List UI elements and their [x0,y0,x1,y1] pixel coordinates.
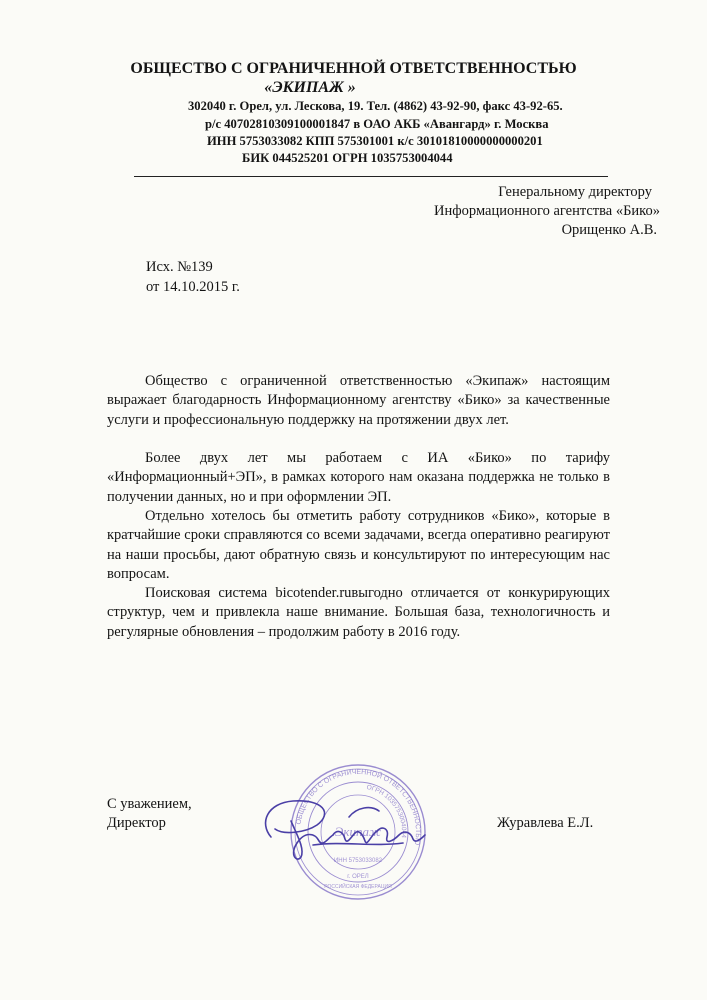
handwritten-signature [253,795,433,865]
body-paragraph-search-system: Поисковая система bicotender.ruвыгодно отличается от конкурирующих структур, чем и привлекла наше внимание. Большая база, технологичность и регулярные обновления – продолжим работу в 2016 году. [107,585,610,640]
body-paragraph-gratitude: Общество с ограниченной ответственностью «Экипаж» настоящим выражает благодарность Информационному агентству «Бико» за качественные услуги и профессиональную поддержку на протяжении двух лет. [107,373,610,428]
stamp-country-text: РОССИЙСКАЯ ФЕДЕРАЦИЯ [324,884,392,890]
signer-name: Журавлева Е.Л. [497,815,594,831]
stamp-center-text: Экипаж [334,824,382,839]
company-title: ОБЩЕСТВО С ОГРАНИЧЕННОЙ ОТВЕТСТВЕННОСТЬЮ [130,60,577,77]
stamp-outer-text: ОБЩЕСТВО С ОГРАНИЧЕННОЙ ОТВЕТСТВЕННОСТЬЮ [295,768,422,846]
outgoing-number: Исх. №139 [146,259,213,275]
signer-position: Директор [107,815,166,831]
closing-regards: С уважением, [107,796,192,812]
addressee-position: Генеральному директору [498,184,652,200]
inn-kpp: ИНН 5753033082 КПП 575301001 к/с 30101810000000000201 [207,134,543,148]
stamp-inner-text: ОГРН 1035753004044 [365,783,408,839]
stamp-inn-text: ИНН 5753033082 [333,858,383,864]
body-paragraph-staff: Отдельно хотелось бы отметить работу сотрудников «Бико», которые в кратчайшие сроки справляются со всеми задачами, всегда оперативно реагируют на наши просьбы, дают обратную связь и консультируют по интересующим нас вопросам. [107,508,610,582]
letter-date: от 14.10.2015 г. [146,279,240,295]
bank-account: р/с 40702810309100001847 в ОАО АКБ «Авангард» г. Москва [205,117,549,131]
company-name: «ЭКИПАЖ » [264,79,356,96]
header-divider [134,176,608,177]
bik-ogrn: БИК 044525201 ОГРН 1035753004044 [242,151,453,165]
addressee-organization: Информационного агентства «Бико» [434,203,660,219]
body-paragraph-tariff: Более двух лет мы работаем с ИА «Бико» по тарифу «Информационный+ЭП», в рамках которого нам оказана поддержка не только в получении данных, но и при оформлении ЭП. [107,450,610,505]
company-address: 302040 г. Орел, ул. Лескова, 19. Тел. (4862) 43-92-90, факс 43-92-65. [188,99,563,113]
addressee-name: Орищенко А.В. [561,222,657,238]
stamp-city-text: г. ОРЕЛ [347,874,369,880]
